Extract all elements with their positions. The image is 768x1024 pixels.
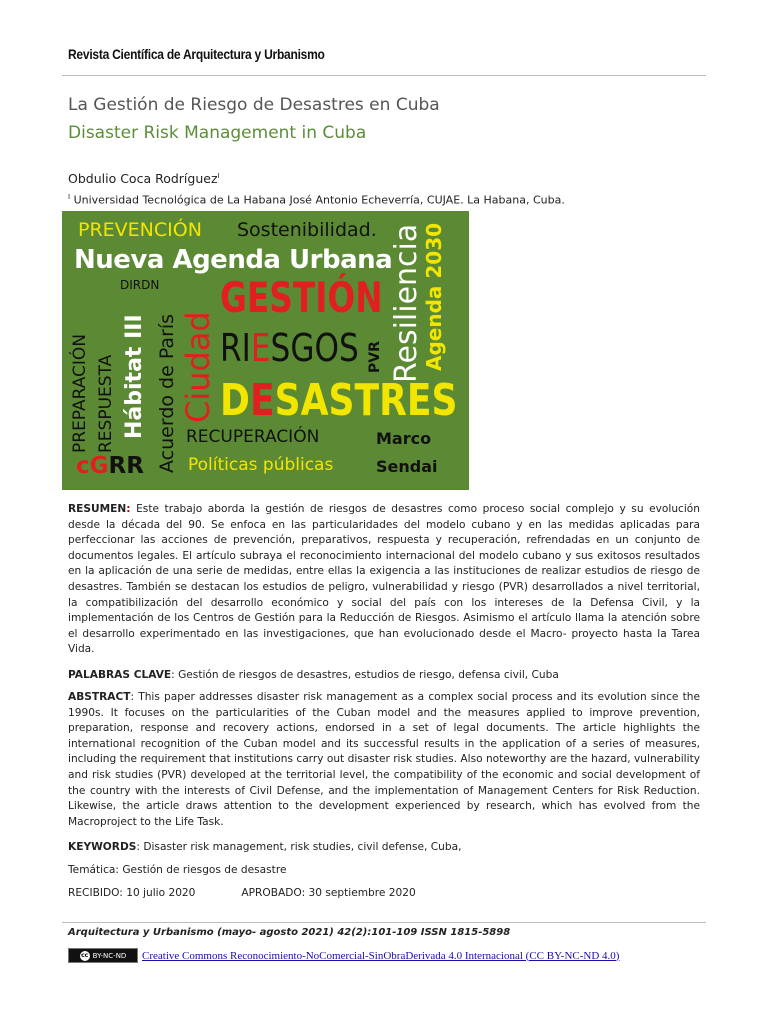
word-recuperacion: RECUPERACIÓN — [186, 427, 320, 447]
footer-rule — [62, 922, 706, 923]
resumen-paragraph — [68, 502, 700, 658]
word-respuesta: RESPUESTA — [96, 354, 116, 453]
abstract-label: ABSTRACT — [68, 691, 131, 703]
word-riesgos: RIESGOS — [220, 326, 359, 370]
word-habitat: Hábitat III — [122, 314, 147, 439]
affiliation-text: Universidad Tecnológica de La Habana José Antonio Echeverría, CUJAE. La Habana, Cuba. — [73, 193, 565, 207]
word-pvr: PVR — [367, 341, 383, 373]
word-nueva-agenda: Nueva Agenda Urbana — [74, 245, 393, 275]
word-marco: Marco — [376, 429, 432, 448]
word-acuerdo: Acuerdo de París — [156, 313, 178, 473]
resumen-label: RESUMEN — [68, 503, 127, 515]
keywords-label: KEYWORDS — [68, 841, 137, 853]
author-name: Obdulio Coca Rodríguez — [68, 171, 218, 186]
abstract-paragraph — [68, 690, 700, 830]
license-link[interactable]: Creative Commons Reconocimiento-NoComercial-SinObraDerivada 4.0 Internacional (CC BY-NC-ND 4.0) — [142, 949, 620, 962]
journal-name: Revista Científica de Arquitectura y Urbanismo — [68, 46, 325, 62]
keywords-paragraph — [68, 840, 700, 856]
author-mark: I — [217, 171, 220, 180]
word-desastres: DESASTRES — [220, 375, 458, 426]
palabras-clave-text: : Gestión de riesgos de desastres, estudios de riesgo, defensa civil, Cuba — [171, 669, 559, 681]
recibido-date: RECIBIDO: 10 julio 2020 — [68, 887, 196, 899]
word-prevencion: PREVENCIÓN — [78, 219, 202, 241]
resumen-text: Este trabajo aborda la gestión de riesgos de desastres como proceso social complejo y su evolución desde la década del 90. Se enfoca en las particularidades del modelo cubano y en las medidas aplicadas para perfeccionar las acciones de prevención, preparativos, respuesta y recuperación, refrendadas en un conjunto de documentos legales. El artículo subraya el reconocimiento internacional del modelo cubano y sus exitosos resultados en la aplicación de una serie de medidas, entre ellas la exigencia a las instituciones de realizar estudios de riesgo de desastres. También se destacan los estudios de peligro, vulnerabilidad y riesgo (PVR) desarrollados a nivel territorial, la compatibilización del desarrollo económico y social del país con los intereses de la Defensa Civil, y la implementación de los Centros de Gestión para la Reducción de Riesgos. Asimismo el artículo llama la atención sobre el desarrollo experimentado en las investigaciones, que han evolucionado desde el Macro- proyecto hasta la Tarea Vida. — [68, 503, 700, 656]
license-line — [68, 948, 619, 963]
word-gestion: GESTIÓN — [220, 273, 383, 322]
word-politicas: Políticas públicas — [188, 455, 334, 475]
word-resiliencia: Resiliencia — [389, 223, 424, 383]
abstract-text: : This paper addresses disaster risk management as a complex social process and its evolution since the 1990s. It focuses on the particularities of the Cuban model and the measures applied to improve prevention, preparation, response and recovery actions, endorsed in a set of legal documents. The article highlights the international recognition of the Cuban model and its successful results in the application of a series of measures, including the requirement that institutions carry out disaster risk studies. Also noteworthy are the hazard, vulnerability and risk studies (PVR) developed at the territorial level, the compatibility of the economic and social development of the country with the interests of Civil Defense, and the implementation of Management Centers for Risk Reduction. Likewise, the article draws attention to the development experienced by research, which has evolved from the Macroproject to the Life Task. — [68, 691, 700, 828]
word-sendai: Sendai — [376, 457, 438, 476]
word-cgrr: cGRR — [76, 453, 144, 479]
tematica: Temática: Gestión de riesgos de desastre — [68, 864, 287, 876]
word-ciudad: Ciudad — [179, 311, 217, 423]
title-spanish: La Gestión de Riesgo de Desastres en Cuba — [68, 95, 440, 115]
word-sostenibilidad: Sostenibilidad. — [237, 219, 377, 241]
footer-citation: Arquitectura y Urbanismo (mayo- agosto 2021) 42(2):101-109 ISSN 1815-5898 — [68, 927, 511, 938]
palabras-clave-label: PALABRAS CLAVE — [68, 669, 172, 681]
aprobado-date: APROBADO: 30 septiembre 2020 — [241, 887, 416, 899]
word-preparacion: PREPARACIÓN — [70, 333, 90, 453]
title-english: Disaster Risk Management in Cuba — [68, 123, 367, 143]
word-dirdn: DIRDN — [120, 278, 160, 292]
affiliation — [68, 193, 565, 207]
word-cloud-image — [62, 211, 469, 490]
cc-license-badge[interactable]: cc BY-NC-ND — [68, 948, 138, 963]
resumen-colon: : — [126, 503, 131, 515]
palabras-clave-paragraph — [68, 668, 700, 684]
header-rule — [62, 75, 706, 76]
word-agenda2030: Agenda 2030 — [422, 222, 446, 371]
author-line — [68, 171, 220, 186]
affiliation-mark: I — [68, 193, 71, 201]
keywords-text: : Disaster risk management, risk studies, civil defense, Cuba, — [136, 841, 462, 853]
dates-line — [68, 886, 700, 902]
